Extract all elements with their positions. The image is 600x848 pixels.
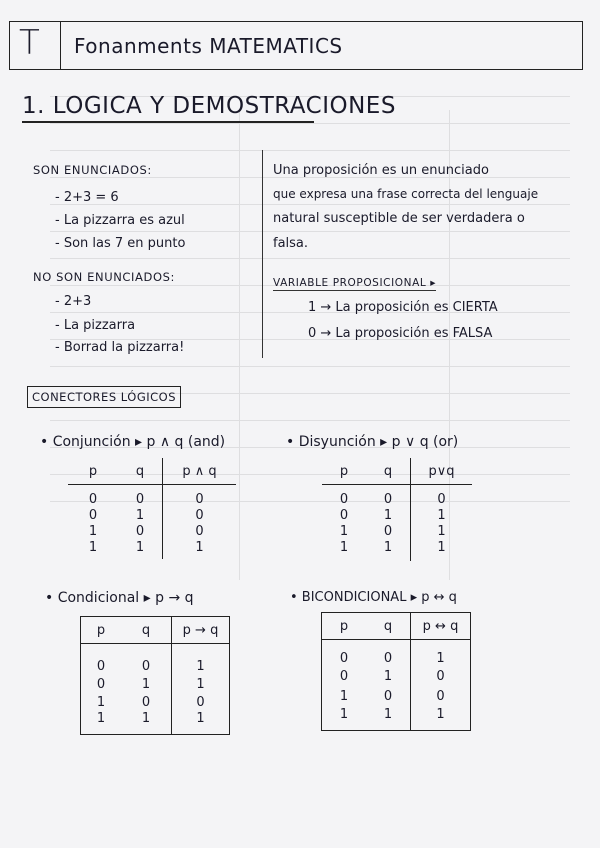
conjunction-truth-table [68,458,236,559]
table-cell: 1 [436,650,445,666]
table-cell: 0 [437,491,446,507]
table-header: p [322,613,367,640]
table-row [322,485,472,508]
table-cell: 1 [366,507,411,523]
table-header: p → q [172,617,230,644]
table-cell: 0 [436,688,445,704]
table-cell: 0 [96,676,106,692]
table-header: p [81,617,122,644]
table-cell: 1 [88,539,98,555]
table-cell: 1 [88,523,98,539]
page-header [9,21,583,70]
table-row [81,644,230,675]
table-cell: 1 [118,539,163,559]
connectors-box-title: CONECTORES LÓGICOS [27,386,181,408]
variable-rule-false: 0 → La proposición es FALSA [308,326,493,341]
table-row [68,485,236,508]
table-row [322,640,471,667]
table-cell: 0 [339,668,349,684]
table-row [322,523,472,539]
table-row [81,710,230,735]
table-cell: 0 [366,485,411,508]
table-row [322,507,472,523]
table-row [68,539,236,559]
table-cell: 0 [195,491,204,507]
table-header: p∨q [411,458,473,485]
table-cell: 1 [366,706,411,731]
table-cell: 1 [121,710,172,735]
table-cell: 0 [121,694,172,710]
table-cell: 0 [88,491,98,507]
table-cell: 1 [121,674,172,694]
table-row [322,686,471,706]
column-divider [262,150,263,358]
table-header: q [366,458,411,485]
variable-heading-text: VARIABLE PROPOSICIONAL ▸ [273,277,437,289]
table-header: p ↔ q [411,613,471,640]
table-cell: 1 [437,523,446,539]
table-header: p [68,458,118,485]
table-cell: 1 [96,710,106,726]
table-cell: 0 [339,650,349,666]
table-cell: 0 [121,644,172,675]
table-row [81,694,230,710]
subject-title: Fonanments MATEMATICS [74,34,343,58]
table-header: q [121,617,172,644]
table-cell: 0 [195,523,204,539]
variable-heading [273,277,436,289]
table-row [322,666,471,686]
statement-item: - 2+3 = 6 [55,190,119,205]
table-cell: 0 [196,694,205,710]
section-title: 1. LOGICA Y DEMOSTRACIONES [22,93,396,119]
non-statement-item: - La pizzarra [55,318,136,333]
non-statement-item: - 2+3 [55,294,92,309]
table-cell: 0 [436,668,445,684]
statements-heading: SON ENUNCIADOS: [33,163,152,177]
biconditional-truth-table [321,612,471,731]
table-cell: 0 [339,507,349,523]
table-cell: 1 [437,539,446,555]
table-cell: 0 [88,507,98,523]
table-cell: 0 [195,507,204,523]
table-row [68,507,236,523]
table-cell: 0 [118,523,163,539]
table-cell: 1 [118,507,163,523]
table-cell: 0 [366,686,411,706]
table-cell: 0 [339,491,349,507]
table-cell: 0 [96,658,106,674]
variable-rule-true: 1 → La proposición es CIERTA [308,300,498,315]
table-row [81,674,230,694]
table-header: q [118,458,163,485]
table-cell: 1 [96,694,106,710]
disjunction-truth-table [322,458,472,561]
table-cell: 1 [436,706,445,722]
table-cell: 1 [196,710,205,726]
table-cell: 1 [339,523,349,539]
table-cell: 1 [339,539,349,555]
table-cell: 1 [339,688,349,704]
non-statements-heading: NO SON ENUNCIADOS: [33,270,175,284]
table-cell: 0 [118,485,163,508]
table-cell: 0 [366,640,411,667]
subject-letter: T [19,23,40,63]
table-row [68,523,236,539]
table-row [322,706,471,731]
header-divider [60,22,61,69]
table-cell: 1 [196,676,205,692]
table-cell: 1 [195,539,204,555]
table-cell: 1 [437,507,446,523]
conditional-truth-table [80,616,230,735]
table-cell: 1 [366,666,411,686]
definition-line: falsa. [273,236,309,251]
conjunction-title: • Conjunción ▸ p ∧ q (and) [40,434,226,450]
table-header: q [366,613,411,640]
table-cell: 1 [196,658,205,674]
biconditional-title: • BICONDICIONAL ▸ p ↔ q [290,590,457,605]
table-cell: 0 [366,523,411,539]
non-statement-item: - Borrad la pizzarra! [55,340,185,355]
table-header: p [322,458,366,485]
disjunction-title: • Disyunción ▸ p ∨ q (or) [286,434,459,450]
table-cell: 1 [366,539,411,561]
definition-line: que expresa una frase correcta del lenguaje [273,187,539,201]
statement-item: - La pizzarra es azul [55,213,185,228]
section-title-underline [22,121,314,123]
table-header: p ∧ q [163,458,237,485]
statement-item: - Son las 7 en punto [55,236,186,251]
definition-line: Una proposición es un enunciado [273,163,489,178]
table-row [322,539,472,561]
definition-line: natural susceptible de ser verdadera o [273,211,525,226]
conditional-title: • Condicional ▸ p → q [45,590,194,606]
table-cell: 1 [339,706,349,722]
